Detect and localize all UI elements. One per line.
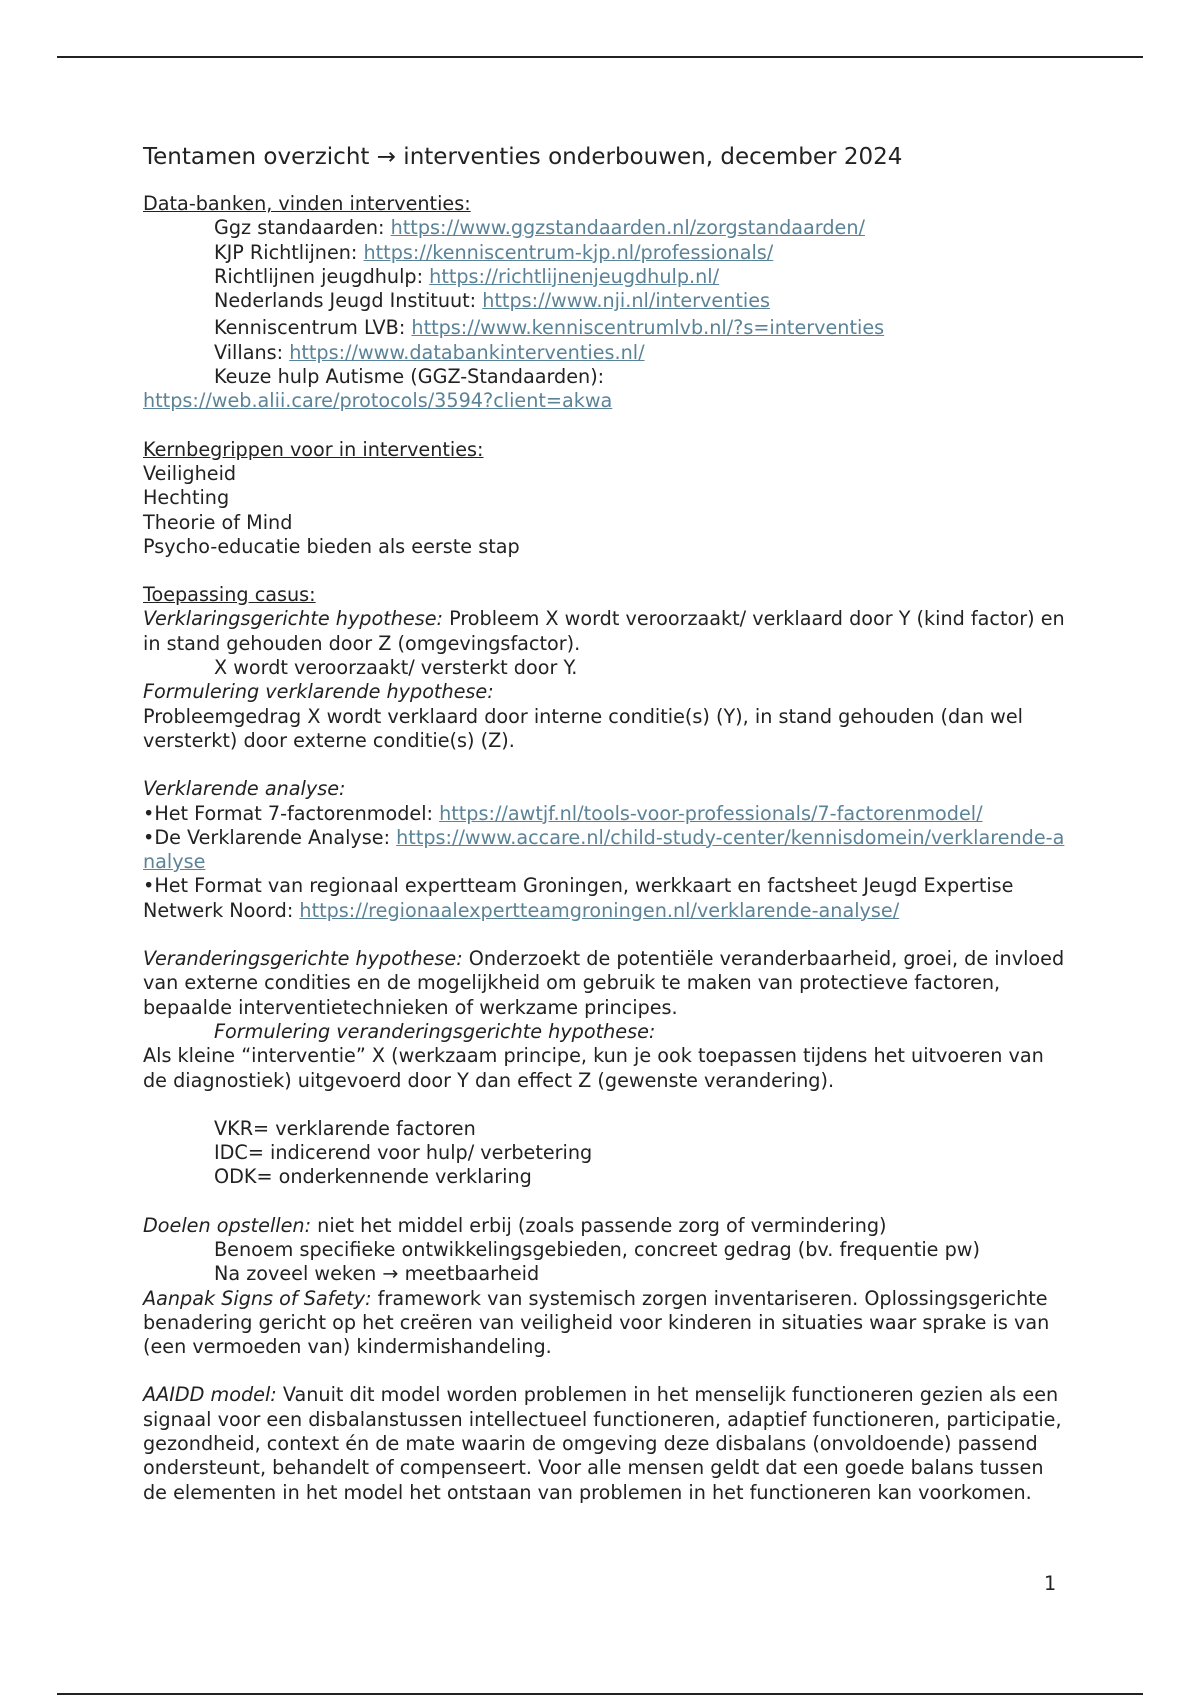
concepts-section xyxy=(143,438,1073,559)
doelen-section xyxy=(143,1214,1073,1360)
databank-link[interactable]: https://www.kenniscentrumlvb.nl/?s=interventies xyxy=(411,316,885,340)
autism-label: Keuze hulp Autisme (GGZ-Standaarden): xyxy=(214,365,605,389)
verandering-paragraph: Veranderingsgerichte hypothese: Onderzoekt de potentiële veranderbaarheid, groei, de invloed van externe condities en de mogelijkheid om gebruik te maken van protectieve factoren, bepaalde interventietechnieken of werkzame principes. xyxy=(143,947,1065,1019)
autism-link[interactable]: https://web.alii.care/protocols/3594?client=akwa xyxy=(143,389,613,413)
databank-link[interactable]: https://kenniscentrum-kjp.nl/professionals/ xyxy=(363,240,774,264)
sos-label: Aanpak Signs of Safety: xyxy=(143,1286,372,1310)
verandering-formulering-text: Als kleine “interventie” X (werkzaam principe, kun je ook toepassen tijdens het uitvoeren van de diagnostiek) uitgevoerd door Y dan effect Z (gewenste verandering). xyxy=(143,1044,1044,1092)
analyse-heading: Verklarende analyse: xyxy=(143,777,346,801)
abbreviations-section xyxy=(143,1117,1073,1190)
vgh-label: Verklaringsgerichte hypothese: xyxy=(143,607,443,631)
doelen-sub: Benoem specifieke ontwikkelingsgebieden, concreet gedrag (bv. frequentie pw) xyxy=(214,1237,980,1261)
document-page xyxy=(143,142,1073,1505)
casus-heading: Toepassing casus: xyxy=(143,583,316,607)
analyse-item: •Het Format van regionaal expertteam Groningen, werkkaart en factsheet Jeugd Expertise Netwerk Noord: https://regionaalexpertteamgroningen.nl/verklarende-analyse/ xyxy=(143,874,1014,922)
verandering-formulering-label: Formulering veranderingsgerichte hypothese: xyxy=(214,1019,656,1043)
vgh-paragraph: Verklaringsgerichte hypothese: Probleem X wordt veroorzaakt/ verklaard door Y (kind factor) en in stand gehouden door Z (omgevingsfactor). xyxy=(143,607,1065,655)
analyse-item: •Het Format 7-factorenmodel: https://awtjf.nl/tools-voor-professionals/7-factorenmodel/ xyxy=(143,801,983,825)
doelen-label: Doelen opstellen: xyxy=(143,1213,312,1237)
verandering-section xyxy=(143,947,1073,1093)
doelen-sub: Na zoveel weken → meetbaarheid xyxy=(214,1262,540,1286)
databank-item: KJP Richtlijnen: https://kenniscentrum-kjp.nl/professionals/ xyxy=(214,240,774,264)
abbreviation-item: IDC= indicerend voor hulp/ verbetering xyxy=(214,1141,593,1165)
databank-item: Richtlijnen jeugdhulp: https://richtlijnenjeugdhulp.nl/ xyxy=(214,264,720,288)
databank-link[interactable]: https://www.databankinterventies.nl/ xyxy=(289,340,645,364)
concept-item: Psycho-educatie bieden als eerste stap xyxy=(143,534,520,558)
analyse-link[interactable]: https://awtjf.nl/tools-voor-professionals/7-factorenmodel/ xyxy=(439,801,983,825)
analyse-link[interactable]: https://regionaalexpertteamgroningen.nl/verklarende-analyse/ xyxy=(299,898,900,922)
vgh-sub: X wordt veroorzaakt/ versterkt door Y. xyxy=(214,656,578,680)
databank-item: Villans: https://www.databankinterventies.nl/ xyxy=(214,340,645,364)
page-title: Tentamen overzicht → interventies onderbouwen, december 2024 xyxy=(143,144,903,170)
verandering-label: Veranderingsgerichte hypothese: xyxy=(143,947,463,971)
databank-item: Nederlands Jeugd Instituut: https://www.nji.nl/interventies xyxy=(214,289,771,313)
databanks-section xyxy=(143,192,1073,414)
databank-item: Kenniscentrum LVB: https://www.kenniscentrumlvb.nl/?s=interventies xyxy=(214,316,885,340)
concept-item: Veiligheid xyxy=(143,461,237,485)
databank-item: Ggz standaarden: https://www.ggzstandaarden.nl/zorgstandaarden/ xyxy=(214,216,865,240)
page-number: 1 xyxy=(1044,1572,1057,1595)
concept-item: Hechting xyxy=(143,486,230,510)
bottom-rule xyxy=(57,1693,1143,1695)
top-rule xyxy=(57,56,1143,58)
concept-item: Theorie of Mind xyxy=(143,510,293,534)
databank-link[interactable]: https://www.nji.nl/interventies xyxy=(482,289,771,313)
databank-link[interactable]: https://richtlijnenjeugdhulp.nl/ xyxy=(429,264,720,288)
aaidd-paragraph: AAIDD model: Vanuit dit model worden problemen in het menselijk functioneren gezien als een signaal voor een disbalanstussen intellectueel functioneren, adaptief functioneren, participatie, gezondheid, context én de mate waarin de omgeving deze disbalans (onvoldoende) passend ondersteunt, behandelt of compenseert. Voor alle mensen geldt dat een goede balans tussen de elementen in het model het ontstaan van problemen in het functioneren kan voorkomen. xyxy=(143,1383,1062,1504)
formulering-text: Probleemgedrag X wordt verklaard door interne conditie(s) (Y), in stand gehouden (dan wel versterkt) door externe conditie(s) (Z). xyxy=(143,704,1023,752)
concepts-heading: Kernbegrippen voor in interventies: xyxy=(143,437,484,461)
analyse-section xyxy=(143,777,1073,923)
analyse-link[interactable]: https://www.accare.nl/child-study-center/kennisdomein/verklarende-analyse xyxy=(143,825,1065,874)
aaidd-section xyxy=(143,1383,1073,1504)
abbreviation-item: VKR= verklarende factoren xyxy=(214,1116,476,1140)
doelen-paragraph: Doelen opstellen: niet het middel erbij (zoals passende zorg of vermindering) xyxy=(143,1213,887,1237)
databanks-heading: Data-banken, vinden interventies: xyxy=(143,192,471,215)
abbreviation-item: ODK= onderkennende verklaring xyxy=(214,1165,532,1189)
casus-section xyxy=(143,583,1073,753)
sos-paragraph: Aanpak Signs of Safety: framework van systemisch zorgen inventariseren. Oplossingsgerichte benadering gericht op het creëren van veiligheid voor kinderen in situaties waar sprake is van (een vermoeden van) kindermishandeling. xyxy=(143,1286,1050,1359)
formulering-label: Formulering verklarende hypothese: xyxy=(143,680,494,704)
databank-link[interactable]: https://www.ggzstandaarden.nl/zorgstandaarden/ xyxy=(390,216,865,240)
aaidd-label: AAIDD model: xyxy=(143,1383,277,1407)
analyse-item: •De Verklarende Analyse: https://www.accare.nl/child-study-center/kennisdomein/verklarende-analyse xyxy=(143,825,1065,874)
